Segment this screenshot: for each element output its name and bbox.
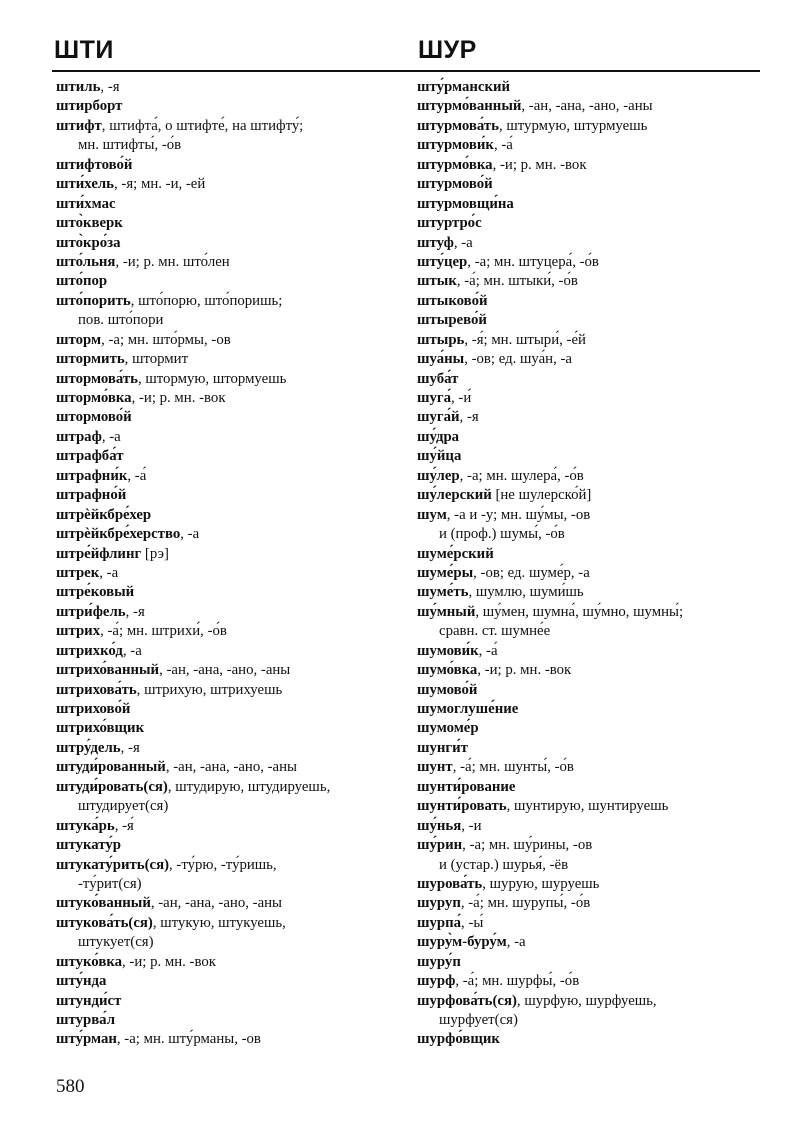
dictionary-entry [417, 953, 762, 972]
dictionary-entry [417, 992, 762, 1011]
entry-headword: штукату́рить(ся) [56, 856, 170, 873]
entry-headword: шу́нья [417, 817, 462, 834]
page-number: 580 [56, 1076, 85, 1097]
entry-grammar: , -а́; мн. штыки́, -о́в [456, 273, 578, 290]
entry-headword: што́порить [56, 292, 131, 309]
entry-grammar: , -а́; мн. шурупы́, -о́в [460, 895, 591, 912]
entry-headword: штрафно́й [56, 487, 127, 504]
entry-headword: штрихко́д [56, 642, 123, 659]
entry-grammar: , -ан, -ана, -ано, -аны [150, 895, 282, 912]
entry-headword: шти́хель [56, 176, 115, 193]
entry-grammar: , -ов; ед. шуа́н, -а [464, 351, 572, 368]
dictionary-entry [417, 195, 762, 214]
entry-grammar: , -и; р. мн. -вок [131, 390, 226, 406]
dictionary-entry [417, 486, 762, 505]
entry-grammar: , -и; р. мн. што́лен [115, 253, 230, 270]
dictionary-entry [56, 719, 401, 738]
dictionary-entry [417, 78, 762, 97]
dictionary-entry [56, 603, 401, 622]
entry-grammar: шурфует(ся) [439, 1012, 518, 1028]
entry-grammar: , -я [125, 603, 145, 620]
entry-headword: штормово́й [56, 409, 132, 426]
dictionary-entry [417, 875, 762, 894]
entry-headword: шу́мный [417, 603, 476, 620]
dictionary-entry [417, 467, 762, 486]
entry-headword: шуба́т [417, 370, 459, 387]
entry-continuation [56, 311, 401, 330]
entry-grammar: , -а [180, 526, 200, 543]
entry-headword: шурф [417, 973, 456, 990]
entry-headword: шунт [417, 759, 453, 776]
entry-headword: штурмо́вка [417, 156, 493, 173]
entry-headword: штре́ковый [56, 584, 135, 601]
dictionary-entry [56, 972, 401, 991]
entry-headword: штрѐйкбре́херство [56, 526, 181, 543]
entry-grammar: , -я́ [114, 817, 134, 834]
entry-grammar: , -я; мн. -и, -ей [114, 176, 206, 193]
dictionary-entry [417, 447, 762, 466]
left-column [56, 78, 401, 1050]
dictionary-entry [417, 214, 762, 233]
dictionary-entry [56, 758, 401, 777]
dictionary-entry [417, 156, 762, 175]
entry-headword: шумово́й [417, 681, 478, 698]
entry-headword: шторм [56, 331, 102, 348]
entry-headword: штурмо́ванный [417, 98, 522, 115]
entry-headword: штормо́вка [56, 390, 132, 406]
entry-grammar: , што́порю, што́поришь; [130, 292, 283, 309]
dictionary-entry [56, 953, 401, 972]
entry-grammar: , -а [99, 564, 119, 581]
entry-headword: шту́цер [417, 253, 468, 270]
entry-headword: штуко́вка [56, 953, 123, 970]
entry-grammar: штудирует(ся) [78, 798, 169, 815]
dictionary-entry [56, 447, 401, 466]
dictionary-entry [417, 894, 762, 913]
dictionary-entry [56, 350, 401, 369]
dictionary-entry [417, 914, 762, 933]
dictionary-entry [56, 486, 401, 505]
entry-grammar: и (устар.) шурья́, -ёв [439, 856, 569, 873]
entry-grammar: [не шулерско́й] [491, 487, 592, 504]
entry-headword: штрихо́ванный [56, 662, 160, 679]
entry-grammar: , штифта́, о штифте́, на штифту́; [101, 117, 304, 134]
entry-grammar: , шу́мен, шумна́, шу́мно, шумны́; [475, 603, 684, 620]
entry-grammar: , -я [100, 79, 120, 95]
dictionary-entry [56, 642, 401, 661]
dictionary-entry [56, 914, 401, 933]
entry-grammar: сравн. ст. шумне́е [439, 623, 551, 640]
entry-grammar: , штурмую, штурмуешь [498, 117, 648, 134]
entry-headword: штырь [417, 331, 465, 348]
dictionary-entry [417, 661, 762, 680]
entry-headword: шурфо́вщик [417, 1031, 500, 1048]
entry-grammar: , -а [122, 642, 142, 659]
entry-headword: штифтово́й [56, 156, 133, 173]
dictionary-entry [56, 97, 401, 116]
dictionary-entry [56, 992, 401, 1011]
entry-headword: шуме́ры [417, 564, 474, 581]
entry-grammar: , -ту́рю, -ту́ришь, [169, 856, 277, 873]
entry-grammar: , -ов; ед. шуме́р, -а [473, 564, 590, 581]
entry-headword: шуруп [417, 895, 461, 912]
entry-grammar: , -а; мн. шулера́, -о́в [459, 467, 584, 484]
dictionary-entry [56, 467, 401, 486]
dictionary-entry [56, 214, 401, 233]
entry-grammar: , -а; мн. шту́рманы, -ов [116, 1031, 261, 1048]
dictionary-entry [417, 545, 762, 564]
entry-headword: штука́рь [56, 817, 115, 834]
entry-grammar: , -а́; мн. шунты́, -о́в [452, 759, 574, 776]
entry-continuation [417, 525, 762, 544]
dictionary-entry [56, 370, 401, 389]
dictionary-entry [56, 778, 401, 797]
entry-continuation [56, 875, 401, 894]
dictionary-entry [417, 1030, 762, 1049]
right-column [417, 78, 762, 1050]
dictionary-entry [56, 661, 401, 680]
dictionary-entry [56, 428, 401, 447]
entry-grammar: , шурую, шуруешь [482, 875, 600, 892]
dictionary-entry [417, 700, 762, 719]
entry-grammar: , -я [120, 739, 140, 756]
entry-headword: шумо́вка [417, 662, 478, 679]
entry-headword: шумови́к [417, 642, 479, 659]
dictionary-entry [417, 739, 762, 758]
entry-grammar: , -ан, -ана, -ано, -аны [521, 98, 653, 115]
entry-grammar: , -а; мн. шу́рины, -ов [462, 837, 593, 854]
entry-headword: штырево́й [417, 312, 487, 329]
dictionary-entry [417, 719, 762, 738]
dictionary-entry [56, 1011, 401, 1030]
dictionary-entry [56, 681, 401, 700]
entry-continuation [56, 797, 401, 816]
entry-headword: штирборт [56, 98, 123, 115]
entry-headword: шурпа́ [417, 914, 462, 931]
entry-continuation [56, 136, 401, 155]
entry-headword: штифт [56, 117, 102, 134]
dictionary-entry [417, 234, 762, 253]
entry-headword: шумоме́р [417, 720, 479, 737]
entry-grammar: мн. штифты́, -о́в [78, 137, 182, 154]
entry-headword: штукату́р [56, 837, 121, 854]
dictionary-entry [56, 195, 401, 214]
entry-headword: шту́нда [56, 973, 107, 990]
header-right-word: ШУР [418, 36, 477, 64]
dictionary-entry [417, 136, 762, 155]
entry-headword: штуди́ровать(ся) [56, 778, 168, 795]
entry-headword: шум [417, 506, 447, 523]
entry-grammar: , -а́ [478, 642, 498, 659]
dictionary-entry [417, 817, 762, 836]
entry-grammar: , -а́ [127, 467, 147, 484]
entry-grammar: , -ы́ [461, 914, 484, 931]
entry-grammar: , -а; мн. штуцера́, -о́в [467, 253, 599, 270]
entry-headword: штык [417, 273, 457, 290]
entry-grammar: , -и; р. мн. -вок [122, 953, 216, 970]
dictionary-entry [56, 700, 401, 719]
entry-headword: штуф [417, 234, 454, 251]
dictionary-entry [56, 817, 401, 836]
dictionary-entry [417, 175, 762, 194]
entry-grammar: , штукую, штукуешь, [152, 914, 286, 931]
header-rule [52, 70, 760, 72]
entry-headword: шту́рман [56, 1031, 117, 1048]
entry-headword: штыково́й [417, 292, 488, 309]
dictionary-entry [417, 972, 762, 991]
entry-grammar: пов. што́пори [78, 312, 164, 329]
dictionary-entry [56, 525, 401, 544]
dictionary-entry [56, 156, 401, 175]
entry-grammar: , штормит [124, 351, 189, 368]
dictionary-entry [56, 408, 401, 427]
entry-headword: штрѐйкбре́хер [56, 506, 152, 523]
entry-grammar: , -я [459, 409, 479, 426]
entry-grammar: , шумлю, шуми́шь [468, 584, 584, 601]
entry-headword: штурмови́к [417, 137, 494, 154]
entry-grammar: , шунтирую, шунтируешь [506, 798, 669, 815]
dictionary-entry [417, 331, 762, 350]
entry-headword: штурмово́й [417, 176, 493, 193]
entry-headword: штормова́ть [56, 370, 138, 387]
dictionary-entry [56, 253, 401, 272]
entry-headword: што́пор [56, 273, 108, 290]
entry-headword: шуру́п [417, 953, 461, 970]
dictionary-entry [56, 331, 401, 350]
entry-grammar: и (проф.) шумы́, -о́в [439, 526, 565, 543]
dictionary-entry [417, 933, 762, 952]
dictionary-entry [417, 642, 762, 661]
entry-headword: шумоглуше́ние [417, 701, 519, 717]
entry-headword: штиль [56, 79, 101, 95]
dictionary-entry [56, 234, 401, 253]
entry-headword: штуди́рованный [56, 759, 166, 776]
entry-headword: штрихово́й [56, 701, 131, 717]
entry-headword: штрафба́т [56, 448, 124, 465]
dictionary-entry [417, 428, 762, 447]
dictionary-entry [56, 1030, 401, 1049]
entry-grammar: , -а и -у; мн. шу́мы, -ов [446, 506, 591, 523]
entry-headword: шурфова́ть(ся) [417, 992, 517, 1009]
entry-headword: шуа́ны [417, 351, 465, 368]
entry-headword: шу́рин [417, 837, 463, 854]
entry-headword: штрихо́вщик [56, 720, 145, 737]
dictionary-entry [56, 175, 401, 194]
entry-headword: штрафни́к [56, 467, 128, 484]
entry-headword: шу́дра [417, 428, 460, 445]
dictionary-entry [56, 506, 401, 525]
entry-headword: шуга́й [417, 409, 460, 426]
entry-grammar: [рэ] [141, 545, 169, 562]
dictionary-entry [417, 583, 762, 602]
dictionary-entry [56, 856, 401, 875]
entry-continuation [417, 856, 762, 875]
dictionary-entry [417, 778, 762, 797]
entry-headword: шу́лер [417, 467, 460, 484]
entry-headword: штуртро́с [417, 215, 482, 232]
entry-headword: штормить [56, 351, 125, 368]
dictionary-entry [417, 564, 762, 583]
dictionary-entry [417, 117, 762, 136]
entry-headword: шуру̀м-буру́м [417, 934, 507, 951]
entry-headword: штри́фель [56, 603, 126, 620]
entry-headword: штурмовщи́на [417, 195, 514, 212]
entry-continuation [56, 933, 401, 952]
dictionary-entry [417, 272, 762, 291]
entry-headword: што̀кверк [56, 215, 123, 232]
entry-grammar: , -и; р. мн. -вок [477, 662, 572, 679]
entry-grammar: , -а́ [493, 137, 513, 154]
dictionary-entry [417, 408, 762, 427]
dictionary-entry [56, 292, 401, 311]
entry-headword: штунди́ст [56, 992, 122, 1009]
entry-headword: штраф [56, 428, 102, 445]
entry-grammar: , штудирую, штудируешь, [167, 778, 331, 795]
entry-grammar: , шурфую, шурфуешь, [516, 992, 657, 1009]
dictionary-entry [56, 739, 401, 758]
entry-continuation [417, 1011, 762, 1030]
entry-headword: штурмова́ть [417, 117, 499, 134]
dictionary-entry [417, 506, 762, 525]
entry-grammar: , -а [453, 234, 473, 251]
entry-grammar: , -а́; мн. штрихи́, -о́в [100, 623, 227, 640]
dictionary-entry [417, 292, 762, 311]
dictionary-entry [417, 603, 762, 622]
dictionary-entry [417, 97, 762, 116]
entry-headword: штрек [56, 564, 100, 581]
entry-headword: шунги́т [417, 739, 468, 756]
entry-headword: шту́рманский [417, 79, 511, 95]
entry-grammar: , -а [506, 934, 526, 951]
entry-grammar: , штрихую, штрихуешь [136, 681, 283, 698]
entry-headword: штрих [56, 623, 101, 640]
entry-headword: штуко́ванный [56, 895, 151, 912]
dictionary-entry [417, 836, 762, 855]
entry-headword: шуме́ть [417, 584, 469, 601]
dictionary-entry [56, 78, 401, 97]
entry-headword: што́льня [56, 253, 116, 270]
dictionary-entry [56, 564, 401, 583]
entry-grammar: , -а; мн. што́рмы, -ов [101, 331, 231, 348]
dictionary-entry [417, 389, 762, 408]
entry-headword: штукова́ть(ся) [56, 914, 153, 931]
entry-headword: шти́хмас [56, 195, 116, 212]
dictionary-entry [56, 272, 401, 291]
entry-grammar: , -и́ [451, 390, 472, 406]
entry-headword: штру́дель [56, 739, 121, 756]
dictionary-entry [417, 311, 762, 330]
entry-grammar: , -и; р. мн. -вок [492, 156, 587, 173]
dictionary-entry [56, 389, 401, 408]
dictionary-entry [417, 370, 762, 389]
dictionary-entry [417, 797, 762, 816]
entry-grammar: , штормую, штормуешь [137, 370, 287, 387]
entry-grammar: , -а [101, 428, 121, 445]
dictionary-entry [56, 622, 401, 641]
entry-headword: шурова́ть [417, 875, 483, 892]
entry-headword: шунти́ровать [417, 798, 507, 815]
entry-grammar: -ту́рит(ся) [78, 875, 142, 892]
entry-grammar: , -ан, -ана, -ано, -аны [159, 662, 291, 679]
entry-headword: штурва́л [56, 1012, 116, 1028]
entry-headword: штрихова́ть [56, 681, 137, 698]
entry-grammar: штукует(ся) [78, 934, 154, 951]
entry-headword: шуга́ [417, 390, 452, 406]
dictionary-entry [56, 836, 401, 855]
entry-grammar: , -и [461, 817, 482, 834]
entry-headword: шу́лерский [417, 487, 492, 504]
dictionary-entry [417, 253, 762, 272]
entry-grammar: , -я́; мн. штыри́, -е́й [464, 331, 586, 348]
entry-grammar: , -а́; мн. шурфы́, -о́в [455, 973, 580, 990]
dictionary-entry [56, 894, 401, 913]
entry-headword: што̀кро́за [56, 234, 121, 251]
dictionary-entry [417, 758, 762, 777]
entry-continuation [417, 622, 762, 641]
entry-headword: шуме́рский [417, 545, 494, 562]
running-header [54, 36, 758, 72]
dictionary-entry [56, 545, 401, 564]
entry-headword: шу́йца [417, 448, 462, 465]
dictionary-entry [417, 681, 762, 700]
dictionary-entry [56, 117, 401, 136]
entry-headword: шунти́рование [417, 778, 516, 795]
dictionary-entry [56, 583, 401, 602]
dictionary-entry [417, 350, 762, 369]
entry-headword: штре́йфлинг [56, 545, 142, 562]
entry-grammar: , -ан, -ана, -ано, -аны [165, 759, 297, 776]
header-left-word: ШТИ [54, 36, 114, 64]
